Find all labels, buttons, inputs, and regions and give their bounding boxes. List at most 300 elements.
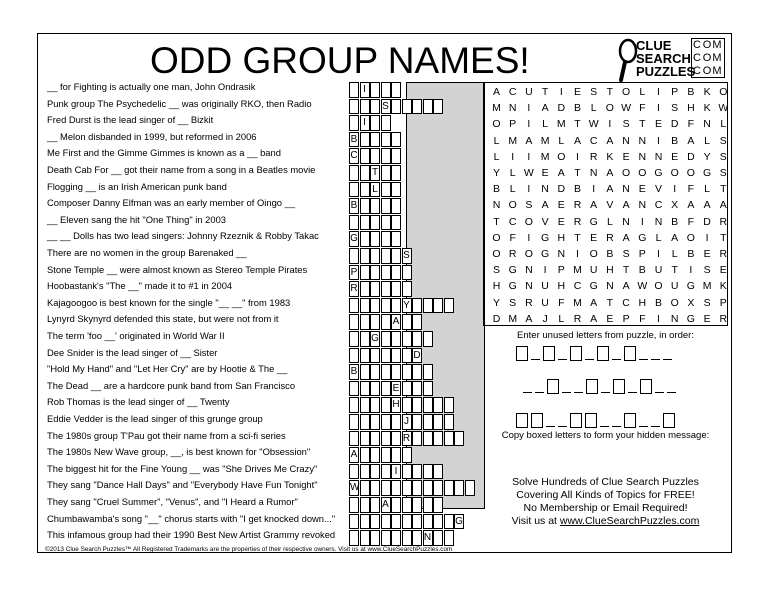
answer-cell[interactable] bbox=[402, 464, 412, 480]
answer-cell[interactable]: A bbox=[381, 497, 391, 513]
word-search-grid[interactable] bbox=[483, 82, 728, 326]
word-search-letter[interactable]: I bbox=[657, 102, 660, 115]
word-search-letter[interactable]: B bbox=[573, 102, 581, 115]
word-search-letter[interactable]: P bbox=[557, 264, 565, 277]
word-search-letter[interactable]: D bbox=[492, 312, 501, 325]
word-search-letter[interactable]: A bbox=[606, 167, 614, 179]
word-search-letter[interactable]: Y bbox=[492, 296, 500, 309]
answer-cell[interactable] bbox=[360, 331, 370, 347]
word-search-letter[interactable]: O bbox=[492, 118, 501, 131]
word-search-letter[interactable]: T bbox=[574, 231, 581, 244]
word-search-letter[interactable]: C bbox=[508, 86, 517, 98]
answer-cell[interactable] bbox=[381, 281, 391, 297]
answer-cell[interactable] bbox=[349, 115, 359, 131]
word-search-letter[interactable]: B bbox=[671, 215, 679, 228]
word-search-letter[interactable]: S bbox=[719, 134, 727, 147]
word-search-letter[interactable]: F bbox=[639, 102, 646, 115]
answer-cell[interactable] bbox=[370, 348, 380, 364]
word-search-letter[interactable]: O bbox=[638, 167, 647, 179]
answer-cell[interactable] bbox=[402, 530, 412, 546]
answer-cell[interactable] bbox=[360, 215, 370, 231]
word-search-letter[interactable]: L bbox=[704, 183, 711, 196]
answer-cell[interactable] bbox=[360, 132, 370, 148]
word-search-letter[interactable]: N bbox=[525, 280, 533, 293]
answer-cell[interactable] bbox=[360, 314, 370, 330]
word-search-letter[interactable]: B bbox=[687, 248, 695, 260]
word-search-letter[interactable]: R bbox=[719, 248, 728, 260]
answer-cell[interactable]: G bbox=[349, 231, 359, 247]
word-search-letter[interactable]: K bbox=[703, 102, 711, 115]
answer-cell[interactable] bbox=[349, 82, 359, 98]
word-search-letter[interactable]: I bbox=[657, 134, 660, 147]
answer-cell[interactable] bbox=[370, 381, 380, 397]
word-search-letter[interactable]: I bbox=[511, 150, 515, 163]
word-search-letter[interactable]: S bbox=[703, 296, 711, 309]
word-search-letter[interactable]: A bbox=[525, 312, 533, 325]
answer-cell[interactable] bbox=[402, 497, 412, 513]
answer-cell[interactable] bbox=[360, 464, 370, 480]
word-search-letter[interactable]: E bbox=[590, 231, 598, 244]
word-search-letter[interactable]: E bbox=[703, 248, 711, 260]
word-search-letter[interactable]: N bbox=[557, 248, 566, 260]
word-search-letter[interactable]: O bbox=[670, 296, 679, 309]
answer-cell[interactable] bbox=[360, 530, 370, 546]
answer-cell[interactable]: R bbox=[349, 281, 359, 297]
answer-cell[interactable] bbox=[423, 431, 433, 447]
answer-cell[interactable] bbox=[444, 480, 454, 496]
answer-cell[interactable] bbox=[381, 530, 391, 546]
answer-cell[interactable] bbox=[423, 331, 433, 347]
answer-cell[interactable] bbox=[360, 99, 370, 115]
word-search-letter[interactable]: S bbox=[492, 264, 500, 277]
word-search-letter[interactable]: E bbox=[541, 167, 549, 179]
word-search-letter[interactable]: I bbox=[608, 118, 612, 131]
answer-cell[interactable] bbox=[391, 414, 401, 430]
answer-cell[interactable]: Y bbox=[402, 298, 412, 314]
unused-letter-blank[interactable] bbox=[558, 359, 567, 360]
answer-cell[interactable]: L bbox=[370, 182, 380, 198]
answer-cell[interactable] bbox=[412, 464, 422, 480]
answer-cell[interactable] bbox=[381, 198, 391, 214]
word-search-letter[interactable]: A bbox=[606, 183, 614, 196]
word-search-letter[interactable]: R bbox=[525, 296, 533, 309]
answer-cell[interactable] bbox=[381, 132, 391, 148]
word-search-letter[interactable]: O bbox=[492, 231, 501, 244]
word-search-letter[interactable]: E bbox=[622, 150, 630, 163]
answer-cell[interactable] bbox=[370, 514, 380, 530]
word-search-letter[interactable]: T bbox=[493, 215, 500, 228]
word-search-letter[interactable]: B bbox=[687, 86, 695, 98]
answer-cell[interactable] bbox=[454, 431, 464, 447]
answer-cell[interactable] bbox=[349, 165, 359, 181]
answer-cell[interactable] bbox=[370, 148, 380, 164]
word-search-letter[interactable]: M bbox=[540, 150, 550, 163]
word-search-letter[interactable]: C bbox=[573, 280, 582, 293]
answer-cell[interactable] bbox=[370, 464, 380, 480]
answer-cell[interactable]: C bbox=[349, 148, 359, 164]
answer-cell[interactable] bbox=[370, 82, 380, 98]
word-search-letter[interactable]: N bbox=[638, 134, 647, 147]
word-search-letter[interactable]: A bbox=[590, 312, 598, 325]
word-search-letter[interactable]: O bbox=[492, 248, 501, 260]
word-search-letter[interactable]: B bbox=[573, 183, 581, 196]
word-search-letter[interactable]: R bbox=[606, 231, 614, 244]
answer-cell[interactable] bbox=[360, 364, 370, 380]
word-search-letter[interactable]: A bbox=[687, 199, 695, 212]
answer-cell[interactable] bbox=[391, 265, 401, 281]
answer-cell[interactable] bbox=[465, 480, 475, 496]
word-search-letter[interactable]: R bbox=[573, 215, 582, 228]
word-search-letter[interactable]: I bbox=[657, 248, 660, 260]
word-search-letter[interactable]: P bbox=[509, 118, 517, 131]
answer-cell[interactable] bbox=[423, 381, 433, 397]
word-search-letter[interactable]: D bbox=[687, 150, 695, 163]
word-search-letter[interactable]: A bbox=[573, 134, 581, 147]
answer-cell[interactable] bbox=[360, 414, 370, 430]
word-search-letter[interactable]: O bbox=[524, 215, 533, 228]
answer-cell[interactable]: A bbox=[349, 447, 359, 463]
word-search-letter[interactable]: P bbox=[638, 248, 646, 260]
word-search-letter[interactable]: O bbox=[524, 248, 533, 260]
answer-cell[interactable] bbox=[412, 480, 422, 496]
word-search-letter[interactable]: P bbox=[671, 86, 679, 98]
word-search-letter[interactable]: E bbox=[719, 264, 727, 277]
answer-cell[interactable] bbox=[370, 231, 380, 247]
answer-cell[interactable] bbox=[370, 281, 380, 297]
word-search-letter[interactable]: G bbox=[508, 264, 517, 277]
word-search-letter[interactable]: K bbox=[606, 150, 614, 163]
word-search-letter[interactable]: S bbox=[671, 102, 679, 115]
word-search-letter[interactable]: A bbox=[590, 199, 598, 212]
answer-cell[interactable]: T bbox=[370, 165, 380, 181]
answer-cell[interactable] bbox=[349, 397, 359, 413]
answer-cell[interactable] bbox=[412, 364, 422, 380]
word-search-letter[interactable]: S bbox=[590, 86, 598, 98]
answer-cell[interactable] bbox=[381, 464, 391, 480]
word-search-letter[interactable]: U bbox=[541, 296, 549, 309]
word-search-letter[interactable]: R bbox=[589, 150, 598, 163]
hidden-letter-box[interactable] bbox=[640, 379, 652, 394]
word-search-letter[interactable]: I bbox=[657, 312, 660, 325]
answer-cell[interactable] bbox=[391, 148, 401, 164]
word-search-letter[interactable]: P bbox=[719, 296, 727, 309]
word-search-letter[interactable]: M bbox=[573, 264, 582, 277]
answer-cell[interactable] bbox=[381, 331, 391, 347]
answer-cell[interactable] bbox=[349, 530, 359, 546]
word-search-letter[interactable]: R bbox=[719, 215, 728, 228]
answer-cell[interactable] bbox=[402, 514, 412, 530]
word-search-letter[interactable]: M bbox=[573, 296, 582, 309]
hidden-letter-box[interactable] bbox=[543, 346, 555, 361]
answer-cell[interactable] bbox=[391, 331, 401, 347]
answer-cell[interactable] bbox=[391, 281, 401, 297]
word-search-letter[interactable]: F bbox=[687, 183, 695, 196]
answer-cell[interactable] bbox=[412, 431, 422, 447]
answer-cell[interactable] bbox=[423, 298, 433, 314]
answer-cell[interactable] bbox=[391, 215, 401, 231]
answer-cell[interactable]: J bbox=[402, 414, 412, 430]
word-search-letter[interactable]: W bbox=[523, 167, 534, 179]
hidden-letter-box[interactable] bbox=[613, 379, 625, 394]
unused-letter-blank[interactable] bbox=[600, 426, 609, 427]
answer-cell[interactable] bbox=[381, 265, 391, 281]
answer-cell[interactable] bbox=[412, 530, 422, 546]
word-search-letter[interactable]: F bbox=[687, 215, 695, 228]
word-search-letter[interactable]: I bbox=[527, 102, 531, 115]
answer-cell[interactable]: W bbox=[349, 480, 359, 496]
word-search-letter[interactable]: M bbox=[556, 118, 566, 131]
answer-cell[interactable] bbox=[412, 397, 422, 413]
answer-cell[interactable] bbox=[391, 447, 401, 463]
answer-cell[interactable] bbox=[412, 314, 422, 330]
word-search-letter[interactable]: G bbox=[589, 280, 598, 293]
word-search-letter[interactable]: A bbox=[687, 134, 695, 147]
word-search-letter[interactable]: V bbox=[541, 215, 549, 228]
word-search-letter[interactable]: C bbox=[654, 199, 663, 212]
word-search-letter[interactable]: N bbox=[622, 134, 630, 147]
answer-cell[interactable]: B bbox=[349, 198, 359, 214]
word-search-letter[interactable]: T bbox=[574, 118, 581, 131]
word-search-letter[interactable]: F bbox=[639, 312, 646, 325]
answer-cell[interactable] bbox=[349, 215, 359, 231]
unused-letter-blank[interactable] bbox=[612, 426, 621, 427]
word-search-letter[interactable]: L bbox=[493, 150, 500, 163]
word-search-letter[interactable]: R bbox=[573, 199, 582, 212]
word-search-letter[interactable]: I bbox=[689, 264, 693, 277]
unused-letter-blank[interactable] bbox=[523, 392, 532, 393]
word-search-letter[interactable]: E bbox=[671, 150, 679, 163]
word-search-letter[interactable]: D bbox=[557, 183, 566, 196]
word-search-letter[interactable]: E bbox=[557, 215, 565, 228]
hidden-letter-box[interactable] bbox=[663, 413, 675, 428]
answer-cell[interactable] bbox=[444, 431, 454, 447]
word-search-letter[interactable]: B bbox=[671, 134, 679, 147]
answer-cell[interactable] bbox=[402, 397, 412, 413]
word-search-letter[interactable]: G bbox=[541, 248, 550, 260]
hidden-letter-box[interactable] bbox=[570, 346, 582, 361]
word-search-letter[interactable]: I bbox=[559, 86, 563, 98]
word-search-letter[interactable]: X bbox=[671, 199, 679, 212]
word-search-letter[interactable]: I bbox=[592, 183, 596, 196]
answer-cell[interactable] bbox=[412, 381, 422, 397]
word-search-letter[interactable]: L bbox=[509, 183, 516, 196]
word-search-letter[interactable]: C bbox=[622, 296, 630, 309]
answer-cell[interactable]: D bbox=[412, 348, 422, 364]
answer-cell[interactable] bbox=[381, 431, 391, 447]
answer-cell[interactable] bbox=[370, 397, 380, 413]
answer-cell[interactable] bbox=[423, 99, 433, 115]
answer-cell[interactable] bbox=[381, 182, 391, 198]
word-search-letter[interactable]: H bbox=[606, 264, 614, 277]
word-search-letter[interactable]: I bbox=[527, 118, 531, 131]
answer-cell[interactable] bbox=[433, 464, 443, 480]
answer-cell[interactable] bbox=[444, 414, 454, 430]
answer-cell[interactable] bbox=[402, 314, 412, 330]
word-search-letter[interactable]: G bbox=[703, 167, 712, 179]
word-search-letter[interactable]: O bbox=[605, 102, 614, 115]
word-search-letter[interactable]: N bbox=[638, 150, 647, 163]
answer-cell[interactable] bbox=[391, 298, 401, 314]
word-search-letter[interactable]: L bbox=[671, 248, 678, 260]
answer-cell[interactable] bbox=[412, 414, 422, 430]
answer-cell[interactable] bbox=[444, 514, 454, 530]
answer-cell[interactable] bbox=[381, 165, 391, 181]
answer-cell[interactable] bbox=[370, 447, 380, 463]
answer-cell[interactable] bbox=[370, 99, 380, 115]
answer-cell[interactable] bbox=[444, 397, 454, 413]
word-search-letter[interactable]: F bbox=[558, 296, 565, 309]
answer-cell[interactable] bbox=[370, 497, 380, 513]
word-search-letter[interactable]: E bbox=[703, 312, 711, 325]
word-search-letter[interactable]: N bbox=[670, 312, 679, 325]
answer-cell[interactable] bbox=[360, 231, 370, 247]
word-search-letter[interactable]: I bbox=[576, 150, 579, 163]
hidden-letter-box[interactable] bbox=[597, 346, 609, 361]
answer-cell[interactable] bbox=[381, 248, 391, 264]
word-search-letter[interactable]: B bbox=[654, 296, 662, 309]
word-search-letter[interactable]: O bbox=[670, 167, 679, 179]
answer-cell[interactable] bbox=[433, 397, 443, 413]
word-search-letter[interactable]: N bbox=[638, 199, 647, 212]
word-search-letter[interactable]: S bbox=[719, 167, 727, 179]
answer-cell[interactable] bbox=[402, 331, 412, 347]
word-search-letter[interactable]: I bbox=[527, 150, 531, 163]
word-search-letter[interactable]: A bbox=[541, 102, 549, 115]
answer-cell[interactable] bbox=[444, 530, 454, 546]
word-search-letter[interactable]: E bbox=[573, 86, 581, 98]
answer-cell[interactable] bbox=[381, 514, 391, 530]
hidden-letter-box[interactable] bbox=[624, 346, 636, 361]
answer-cell[interactable] bbox=[360, 281, 370, 297]
answer-cell[interactable] bbox=[349, 514, 359, 530]
word-search-letter[interactable]: H bbox=[687, 102, 695, 115]
word-search-letter[interactable]: K bbox=[703, 86, 711, 98]
word-search-letter[interactable]: N bbox=[654, 150, 663, 163]
answer-cell[interactable] bbox=[349, 381, 359, 397]
website-link[interactable]: www.ClueSearchPuzzles.com bbox=[559, 515, 700, 527]
answer-cell[interactable] bbox=[402, 348, 412, 364]
answer-cell[interactable] bbox=[370, 314, 380, 330]
answer-cell[interactable] bbox=[360, 298, 370, 314]
word-search-letter[interactable]: L bbox=[639, 86, 646, 98]
answer-cell[interactable] bbox=[381, 314, 391, 330]
answer-cell[interactable] bbox=[370, 265, 380, 281]
answer-cell[interactable] bbox=[370, 530, 380, 546]
answer-cell[interactable] bbox=[391, 431, 401, 447]
word-search-letter[interactable]: T bbox=[639, 118, 646, 131]
hidden-letter-box[interactable] bbox=[624, 413, 636, 428]
word-search-letter[interactable]: X bbox=[687, 296, 695, 309]
word-search-letter[interactable]: G bbox=[541, 231, 550, 244]
answer-cell[interactable] bbox=[360, 148, 370, 164]
answer-cell[interactable] bbox=[423, 480, 433, 496]
word-search-letter[interactable]: L bbox=[509, 167, 516, 179]
answer-cell[interactable] bbox=[423, 414, 433, 430]
word-search-letter[interactable]: W bbox=[637, 280, 648, 293]
answer-cell[interactable]: B bbox=[349, 132, 359, 148]
word-search-letter[interactable]: F bbox=[509, 231, 516, 244]
answer-cell[interactable] bbox=[349, 248, 359, 264]
hidden-letter-box[interactable] bbox=[585, 413, 597, 428]
word-search-letter[interactable]: T bbox=[541, 86, 549, 98]
answer-cell[interactable] bbox=[423, 397, 433, 413]
unused-letter-blank[interactable] bbox=[655, 392, 664, 393]
word-search-letter[interactable]: T bbox=[574, 167, 581, 179]
word-search-letter[interactable]: S bbox=[703, 264, 711, 277]
answer-cell[interactable] bbox=[391, 514, 401, 530]
answer-cell[interactable] bbox=[433, 414, 443, 430]
word-search-letter[interactable]: O bbox=[589, 248, 598, 260]
answer-cell[interactable] bbox=[391, 231, 401, 247]
answer-cell[interactable] bbox=[391, 132, 401, 148]
unused-letter-blank[interactable] bbox=[667, 392, 676, 393]
unused-letter-blank[interactable] bbox=[562, 392, 571, 393]
hidden-letter-box[interactable] bbox=[570, 413, 582, 428]
word-search-letter[interactable]: T bbox=[606, 86, 614, 98]
answer-cell[interactable] bbox=[349, 464, 359, 480]
unused-letter-blank[interactable] bbox=[601, 392, 610, 393]
answer-cell[interactable] bbox=[360, 248, 370, 264]
word-search-letter[interactable]: H bbox=[557, 231, 566, 244]
word-search-letter[interactable]: O bbox=[557, 150, 566, 163]
answer-cell[interactable] bbox=[433, 497, 443, 513]
answer-cell[interactable] bbox=[381, 480, 391, 496]
word-search-letter[interactable]: N bbox=[606, 280, 614, 293]
word-search-letter[interactable]: A bbox=[525, 134, 533, 147]
answer-cell[interactable] bbox=[381, 381, 391, 397]
answer-cell[interactable] bbox=[391, 165, 401, 181]
word-search-letter[interactable]: A bbox=[590, 296, 598, 309]
answer-cell[interactable] bbox=[360, 265, 370, 281]
hidden-letter-box[interactable] bbox=[586, 379, 598, 394]
word-search-letter[interactable]: L bbox=[493, 134, 500, 147]
answer-cell[interactable] bbox=[370, 248, 380, 264]
word-search-letter[interactable]: A bbox=[557, 167, 565, 179]
word-search-letter[interactable]: Y bbox=[703, 150, 711, 163]
answer-cell[interactable] bbox=[349, 182, 359, 198]
word-search-letter[interactable]: G bbox=[654, 167, 663, 179]
answer-cell[interactable] bbox=[370, 198, 380, 214]
answer-cell[interactable] bbox=[360, 480, 370, 496]
word-search-letter[interactable]: S bbox=[622, 118, 630, 131]
hidden-letter-box[interactable] bbox=[547, 379, 559, 394]
answer-cell[interactable] bbox=[402, 381, 412, 397]
word-search-letter[interactable]: U bbox=[589, 264, 598, 277]
word-search-letter[interactable]: I bbox=[705, 231, 709, 244]
word-search-letter[interactable]: T bbox=[671, 264, 678, 277]
answer-cell[interactable]: S bbox=[402, 248, 412, 264]
word-search-letter[interactable]: G bbox=[686, 280, 695, 293]
word-search-letter[interactable]: M bbox=[492, 102, 501, 115]
answer-cell[interactable] bbox=[433, 530, 443, 546]
word-search-letter[interactable]: T bbox=[720, 183, 727, 196]
word-search-letter[interactable]: E bbox=[654, 118, 662, 131]
answer-cell[interactable] bbox=[370, 115, 380, 131]
word-search-letter[interactable]: L bbox=[704, 134, 711, 147]
answer-cell[interactable] bbox=[349, 348, 359, 364]
word-search-letter[interactable]: L bbox=[542, 118, 549, 131]
word-search-letter[interactable]: C bbox=[508, 215, 517, 228]
word-search-letter[interactable]: H bbox=[492, 280, 501, 293]
answer-cell[interactable] bbox=[360, 165, 370, 181]
word-search-letter[interactable]: T bbox=[622, 264, 630, 277]
word-search-letter[interactable]: B bbox=[606, 248, 614, 260]
answer-cell[interactable] bbox=[349, 497, 359, 513]
answer-cell[interactable]: I bbox=[360, 82, 370, 98]
word-search-letter[interactable]: O bbox=[719, 86, 728, 98]
answer-cell[interactable] bbox=[370, 298, 380, 314]
word-search-letter[interactable]: F bbox=[687, 118, 695, 131]
